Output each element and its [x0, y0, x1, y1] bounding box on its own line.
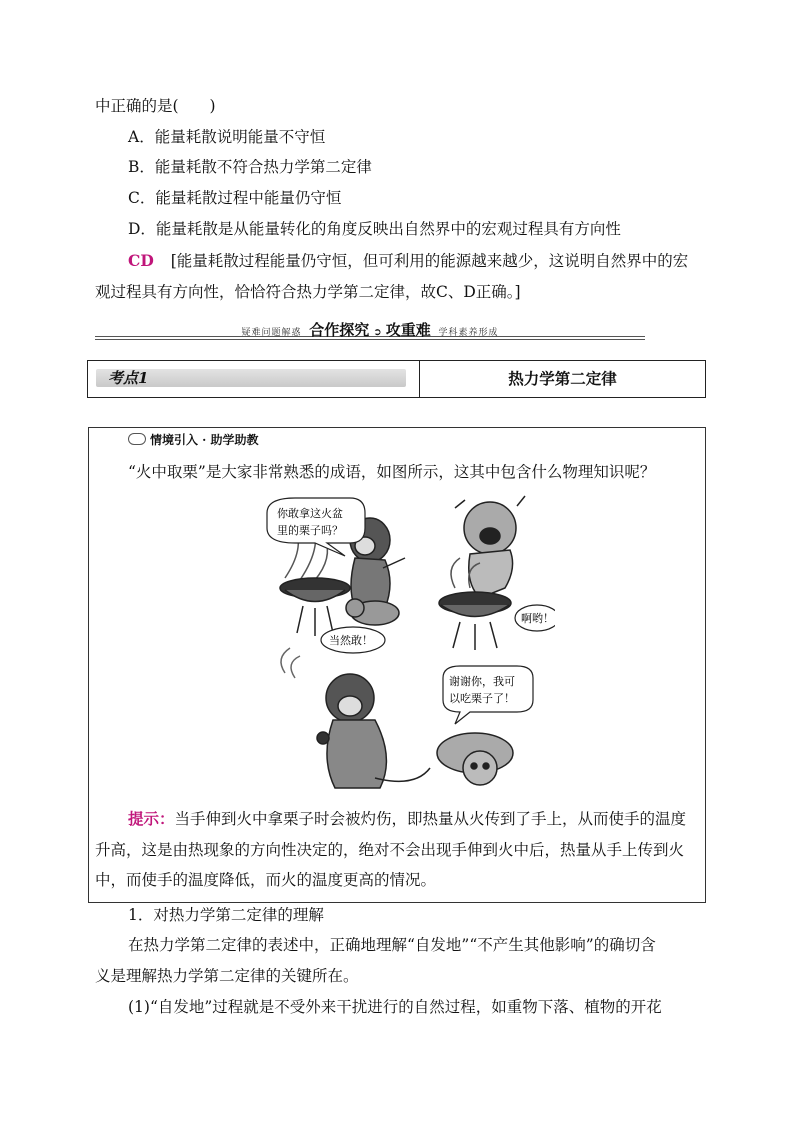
hint-label: 提示： [128, 809, 175, 828]
speech-bubble-2 [321, 627, 385, 653]
option-a: A．能量耗散说明能量不守恒 [128, 128, 326, 146]
heading-1: 1．对热力学第二定律的理解 [128, 906, 324, 924]
answer-line-1 [128, 251, 688, 271]
kaodian-title: 热力学第二定律 [508, 369, 617, 388]
scenario-header-text: 情境引入 · 助学助教 [150, 433, 259, 447]
para-2: (1)“自发地”过程就是不受外来干扰进行的自然过程，如重物下落、植物的开花 [128, 998, 662, 1016]
arrow-icon: ➲ [373, 327, 382, 338]
cat-icon [346, 599, 399, 625]
bubble-monkey-line1: 你敢拿这火盆 [277, 507, 343, 520]
para-1a: 在热力学第二定律的表述中，正确地理解“自发地”“不产生其他影响”的确切含 [128, 936, 656, 954]
hint-line-1 [128, 809, 686, 829]
hint-text-1: 当手伸到火中拿栗子时会被灼伤，即热量从火传到了手上，从而使手的温度 [174, 810, 687, 828]
option-b: B．能量耗散不符合热力学第二定律 [128, 158, 372, 176]
bubble-thanks-line2: 以吃栗子了！ [449, 692, 515, 705]
fire-chestnut-cartoon [255, 488, 555, 798]
hint-line-3: 中，而使手的温度降低，而火的温度更高的情况。 [95, 871, 437, 889]
bubble-thanks-line1: 谢谢你，我可 [449, 675, 515, 688]
header-icon [128, 433, 146, 445]
section-band-left: 疑难问题解惑 [241, 328, 302, 338]
question-stem: 中正确的是( ) [95, 97, 216, 115]
answer-line-2: 观过程具有方向性，恰恰符合热力学第二定律，故C、D正确。] [95, 283, 521, 301]
option-c: C．能量耗散过程中能量仍守恒 [128, 189, 342, 207]
scenario-header [128, 432, 259, 448]
section-title-right: 攻重难 [385, 321, 431, 339]
kaodian-header [87, 360, 706, 398]
burned-cat-icon [455, 496, 525, 598]
kaodian-badge [96, 369, 406, 387]
option-d: D．能量耗散是从能量转化的角度反映出自然界中的宏观过程具有方向性 [128, 220, 621, 238]
bubble-cat-ouch: 啊哟！ [521, 612, 554, 625]
speech-bubble-3 [515, 605, 555, 631]
kaodian-badge-label: 考点1 [108, 369, 149, 387]
answer-label: CD [128, 251, 154, 270]
monkey-eating-icon [281, 648, 430, 788]
answer-explanation: [能量耗散过程能量仍守恒，但可利用的能源越来越少，这说明自然界中的宏 [170, 252, 689, 270]
bubble-cat-reply: 当然敢！ [329, 634, 373, 647]
section-band [95, 318, 645, 342]
hint-line-2: 升高，这是由热现象的方向性决定的，绝对不会出现手伸到火中后，热量从手上传到火 [95, 841, 685, 859]
section-band-right: 学科素养形成 [438, 328, 499, 338]
sad-cat-icon [437, 733, 513, 785]
section-band-text [95, 320, 645, 343]
section-title-left: 合作探究 [309, 321, 370, 339]
speech-bubble-4 [443, 666, 533, 724]
para-1b: 义是理解热力学第二定律的关键所在。 [95, 967, 359, 985]
scenario-question: “火中取栗”是大家非常熟悉的成语，如图所示，这其中包含什么物理知识呢？ [128, 463, 656, 481]
bubble-monkey-line2: 里的栗子吗？ [277, 524, 343, 537]
